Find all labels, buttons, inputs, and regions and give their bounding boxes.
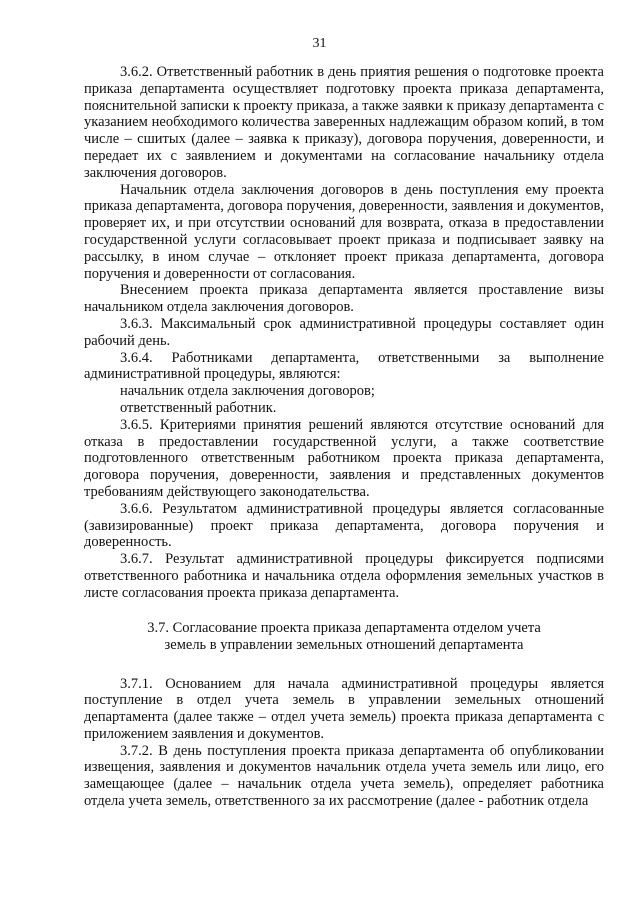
paragraph-3-6-2: 3.6.2. Ответственный работник в день приятия решения о подготовке проекта приказа департамента осуществляет подготовку проекта приказа департамента, пояснительной записки к проекту приказа, а также заявки к приказу департамента с указанием необходимого количества заверенных надлежащим образом копий, в том числе – сшитых (далее – заявка к приказу), договора поручения, доверенности, и передает их с заявлением и документами на согласование начальнику отдела заключения договоров. [84, 64, 604, 181]
paragraph-3-6-5: 3.6.5. Критериями принятия решений являются отсутствие оснований для отказа в предоставлении государственной услуги, а также соответствие подготовленного ответственным работником проекта приказа департамента, договора поручения, доверенности, заявления и представленных документов требованиям действующего законодательства. [84, 416, 604, 500]
document-body [84, 64, 604, 810]
paragraph-3-6-4: 3.6.4. Работниками департамента, ответственными за выполнение административной процедуры, являются: [84, 349, 604, 383]
paragraph-3-7-1: 3.7.1. Основанием для начала административной процедуры является поступление в отдел учета земель в управлении земельных отношений департамента (далее также – отдел учета земель) проекта приказа департамента с приложением заявления и документов. [84, 675, 604, 742]
section-heading-3-7 [84, 620, 604, 654]
paragraph-visa: Внесением проекта приказа департамента является проставление визы начальником отдела заключения договоров. [84, 282, 604, 316]
paragraph-head-approval: Начальник отдела заключения договоров в день поступления ему проекта приказа департамента, договора поручения, доверенности, заявления и документов, проверяет их, и при отсутствии оснований для возврата, отказа в предоставлении государственной услуги согласовывает проект приказа и подписывает заявку на рассылку, в ином случае – отклоняет проект приказа департамента, договора поручения и доверенности от согласования. [84, 181, 604, 282]
list-item: ответственный работник. [120, 399, 277, 416]
section-heading-line: 3.7. Согласование проекта приказа департамента отделом учета [147, 619, 541, 636]
paragraph-3-6-3: 3.6.3. Максимальный срок административной процедуры составляет один рабочий день. [84, 315, 604, 349]
section-heading-line: земель в управлении земельных отношений департамента [164, 636, 524, 653]
page-number: 31 [312, 36, 327, 51]
paragraph-3-6-7: 3.6.7. Результат административной процедуры фиксируется подписями ответственного работника и начальника отдела оформления земельных участков в листе согласования проекта приказа департамента. [84, 551, 604, 601]
paragraph-3-7-2: 3.7.2. В день поступления проекта приказа департамента об опубликовании извещения, заявления и документов начальник отдела учета земель или лицо, его замещающее (далее – начальник отдела учета земель), определяет работника отдела учета земель, ответственного за их рассмотрение (далее - работник отдела [84, 742, 604, 810]
paragraph-3-6-6: 3.6.6. Результатом административной процедуры является согласованные (завизированные) проект приказа департамента, договора поручения и доверенность. [84, 500, 604, 551]
list-item: начальник отдела заключения договоров; [120, 383, 375, 400]
